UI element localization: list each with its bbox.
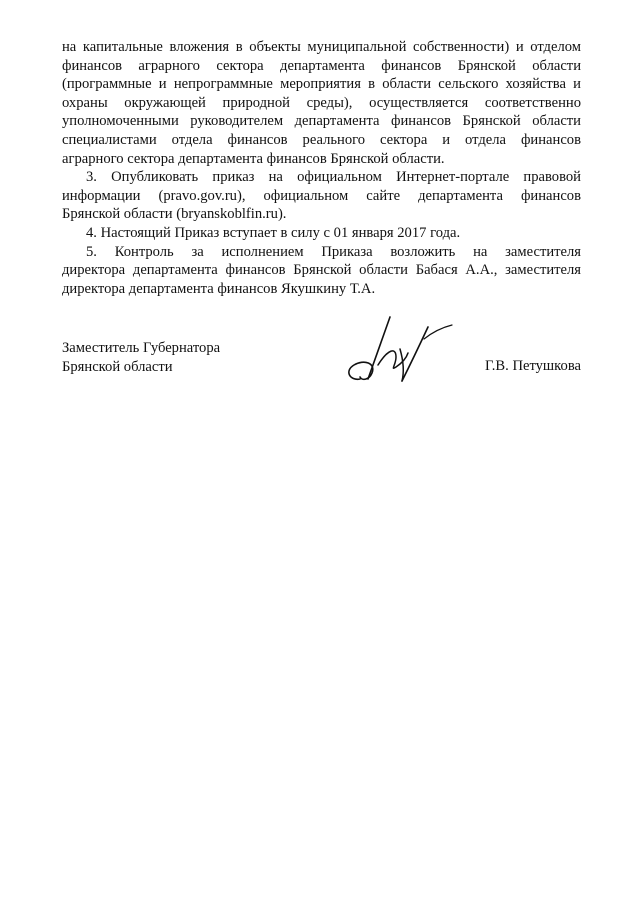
signer-title-line: Заместитель Губернатора — [62, 340, 221, 356]
text-line: охраны окружающей природной среды), осуществляется соответственно — [62, 94, 581, 111]
text-line: аграрного сектора департамента финансов Брянской области. — [62, 150, 445, 167]
text-line: директора департамента финансов Якушкину Т.А. — [62, 280, 376, 297]
text-line: финансов аграрного сектора департамента финансов Брянской области — [62, 57, 581, 74]
signature-block — [62, 339, 581, 399]
paragraph-4 — [62, 224, 581, 243]
text-line: Брянской области (bryanskoblfin.ru). — [62, 206, 287, 223]
paragraph-continuation — [62, 38, 581, 168]
signer-name: Г.В. Петушкова — [484, 358, 581, 374]
text-line: (программные и непрограммные мероприятия в области сельского хозяйства и — [62, 76, 581, 93]
signer-title-line: Брянской области — [62, 358, 173, 375]
text-line: директора департамента финансов Брянской области Бабася А.А., заместителя — [62, 262, 581, 279]
text-line: 5. Контроль за исполнением Приказа возложить на заместителя — [86, 243, 581, 260]
text-line: 3. Опубликовать приказ на официальном Интернет-портале правовой — [86, 169, 581, 186]
text-line: информации (pravo.gov.ru), официальном сайте департамента финансов — [62, 187, 581, 204]
text-line: 4. Настоящий Приказ вступает в силу с 01 января 2017 года. — [86, 224, 461, 241]
text-line: уполномоченными руководителем департамента финансов Брянской области — [62, 113, 581, 130]
paragraph-5 — [62, 243, 581, 299]
handwritten-signature — [338, 309, 458, 389]
paragraph-3 — [62, 168, 581, 224]
signer-title — [62, 339, 220, 376]
text-line: специалистами отдела финансов реального сектора и отдела финансов — [62, 131, 581, 148]
text-line: на капитальные вложения в объекты муниципальной собственности) и отделом — [62, 39, 581, 55]
document-body — [62, 38, 581, 298]
